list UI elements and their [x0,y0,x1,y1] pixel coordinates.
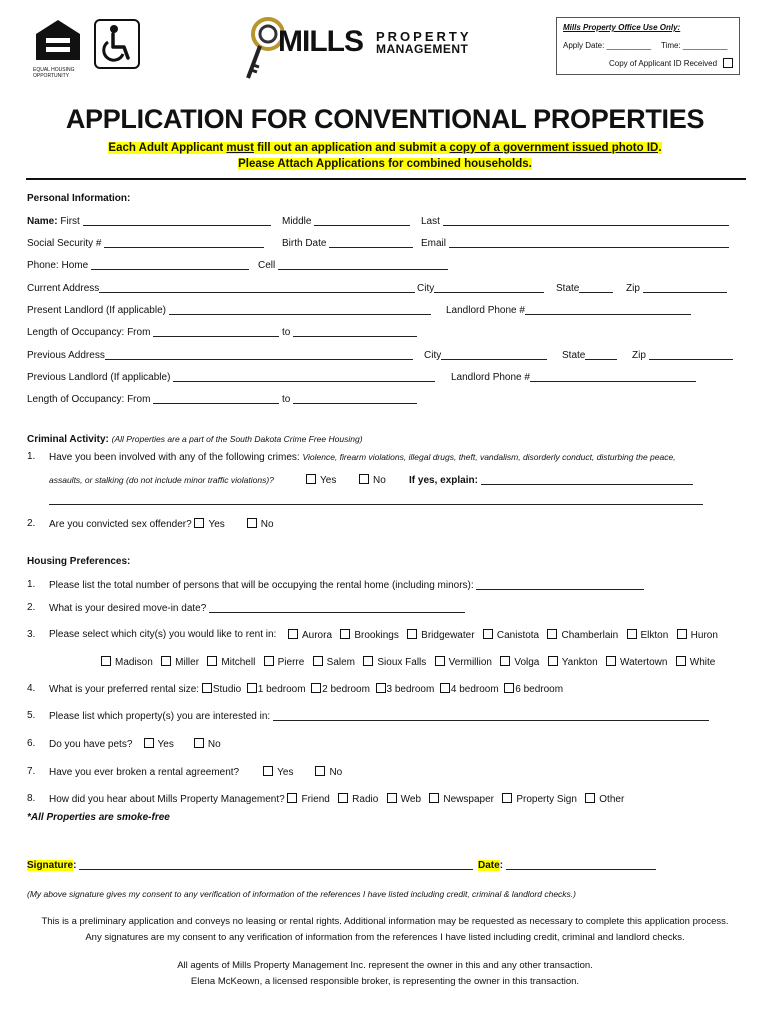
city-checkbox-miller[interactable] [161,656,171,666]
criminal-q2-text: Are you convicted sex offender? [49,519,192,530]
footer-line4: Elena McKeown, a licensed responsible broker, is representing the owner in this transaction. [190,976,580,987]
criminal-heading-note: (All Properties are a part of the South Dakota Crime Free Housing) [111,434,363,444]
city-option-brookings[interactable] [340,630,398,641]
housing-q4-row [49,683,563,696]
present-landlord-phone-row [446,304,691,317]
phone-row [27,259,249,272]
subtitle-part2: fill out an application and submit a [253,142,450,154]
occupancy-to-field-2[interactable] [293,393,417,404]
birth-date-label: Birth Date [282,238,327,249]
logo-brand: MILLS [278,25,363,58]
city-checkbox-vermillion[interactable] [435,656,445,666]
previous-city-row [424,349,547,362]
city-option-watertown[interactable] [606,657,667,668]
housing-q6-text: Do you have pets? [49,739,133,750]
city-label-aurora: Aurora [302,630,333,641]
size-checkbox-6br[interactable] [504,683,514,693]
criminal-q1-text: Have you been involved with any of the following crimes: [49,452,303,463]
city-checkbox-pierre[interactable] [264,656,274,666]
criminal-q1-row [49,451,676,464]
ssn-field[interactable] [104,237,264,248]
subtitle-line2-text: Please Attach Applications for combined households. [238,158,532,170]
email-label: Email [421,238,447,249]
city-option-bridgewater[interactable] [407,630,474,641]
city-option-madison[interactable] [101,657,153,668]
city-checkbox-bridgewater[interactable] [407,629,417,639]
housing-q5-row [49,710,709,723]
criminal-q1-yes-label: Yes [320,475,337,486]
previous-zip-row [632,349,733,362]
housing-q2-row [49,602,465,615]
apply-date-field[interactable]: Apply Date: __________ [563,41,652,50]
current-address-row [27,282,415,295]
subtitle-line2 [0,157,770,172]
city-option-sioux-falls[interactable] [363,657,426,668]
city-option-chamberlain[interactable] [547,630,618,641]
city-option-huron[interactable] [677,630,718,641]
middle-name-field[interactable] [314,215,410,226]
city-option-canistota[interactable] [483,630,539,641]
city-checkbox-white[interactable] [676,656,686,666]
housing-q7-row [49,766,342,779]
city-row-2 [101,656,715,669]
signature-field[interactable] [79,859,473,870]
criminal-q1-yes [306,474,336,487]
criminal-q1-yes-checkbox[interactable] [306,474,316,484]
logo-line1: PROPERTY [376,29,472,44]
signature-consent: (My above signature gives my consent to any verification of information of the references I have listed including credit, criminal & landlord checks.) [27,889,576,899]
city-label-bridgewater: Bridgewater [421,630,475,641]
first-label: First [60,216,80,227]
footer-line2: Any signatures are my consent to any verification of information from the references I have listed including credit, criminal and landlord checks. [85,932,685,943]
copy-id-checkbox[interactable] [723,58,733,68]
city-checkbox-brookings[interactable] [340,629,350,639]
occupancy-from-label-2: Length of Occupancy: From [27,394,151,405]
housing-q8-row [49,793,624,806]
city-checkbox-aurora[interactable] [288,629,298,639]
previous-zip-field[interactable] [649,349,733,360]
occupancy-row-2 [27,393,417,406]
pets-no-checkbox[interactable] [194,738,204,748]
city-label-chamberlain: Chamberlain [561,630,619,641]
criminal-heading: Criminal Activity: [27,434,109,445]
criminal-q2-no-checkbox[interactable] [247,518,257,528]
occupancy-to-label-2: to [281,394,291,405]
ssn-row [27,237,264,250]
city-option-volga[interactable] [500,657,539,668]
current-address-field[interactable] [99,282,415,293]
cell-field[interactable] [278,259,448,270]
city-checkbox-mitchell[interactable] [207,656,217,666]
size-checkbox-2br[interactable] [311,683,321,693]
source-checkbox-other[interactable] [585,793,595,803]
housing-heading: Housing Preferences: [27,556,131,567]
housing-q6-num: 6. [27,738,36,749]
city-option-elkton[interactable] [627,630,669,641]
source-checkbox-radio[interactable] [338,793,348,803]
present-landlord-field[interactable] [169,304,431,315]
occupancy-from-field-2[interactable] [153,393,279,404]
pets-yes-checkbox[interactable] [144,738,154,748]
accessibility-icon [94,19,140,69]
phone-home-label: Phone: Home [27,260,89,271]
occupancy-from-field-1[interactable] [153,326,279,337]
current-zip-field[interactable] [643,282,727,293]
equal-housing-logo [33,18,83,79]
size-checkbox-1br[interactable] [247,683,257,693]
source-label-other: Other [599,794,625,805]
city-checkbox-yankton[interactable] [548,656,558,666]
source-label-friend: Friend [301,794,330,805]
subtitle-copy: copy of a government issued photo ID [449,142,659,154]
current-state-row [556,282,613,295]
personal-heading: Personal Information: [27,193,131,204]
housing-q1-row [49,579,644,592]
present-landlord-label: Present Landlord (If applicable) [27,305,166,316]
city-checkbox-sioux-falls[interactable] [363,656,373,666]
size-label-4br: 4 bedroom [450,684,499,695]
criminal-q1-no [359,474,386,487]
name-row [27,215,271,228]
criminal-q2-yes-label: Yes [208,519,225,530]
current-zip-label: Zip [626,283,640,294]
cell-row [258,259,448,272]
criminal-q1-cont: assaults, or stalking (do not include minor traffic violations)? [49,475,274,485]
time-field[interactable]: Time: __________ [661,41,728,50]
criminal-q2-yes-checkbox[interactable] [194,518,204,528]
city-label-sioux-falls: Sioux Falls [377,657,427,668]
source-checkbox-friend[interactable] [287,793,297,803]
city-label-watertown: Watertown [620,657,668,668]
current-zip-row [626,282,727,295]
previous-landlord-phone-row [451,371,696,384]
housing-q5-num: 5. [27,710,36,721]
city-label-miller: Miller [175,657,200,668]
city-checkbox-watertown[interactable] [606,656,616,666]
date-row: Date: [478,859,656,872]
birth-row [282,237,413,250]
previous-address-field[interactable] [105,349,413,360]
middle-label [282,215,410,228]
criminal-explain-label: If yes, explain: [409,475,478,486]
size-checkbox-4br[interactable] [440,683,450,693]
city-checkbox-elkton[interactable] [627,629,637,639]
present-landlord-phone-label: Landlord Phone # [446,305,525,316]
present-landlord-row [27,304,431,317]
current-city-field[interactable] [434,282,544,293]
housing-q4-text: What is your preferred rental size: [49,684,200,695]
city-label-canistota: Canistota [496,630,540,641]
smoke-free-note: *All Properties are smoke-free [27,812,170,823]
properties-interest-field[interactable] [273,710,709,721]
date-label: Date [478,860,500,871]
occupancy-from-label-1: Length of Occupancy: From [27,327,151,338]
criminal-q1-cont-row [49,474,274,487]
city-label-elkton: Elkton [640,630,669,641]
size-checkbox-studio[interactable] [202,683,212,693]
city-label-yankton: Yankton [561,657,598,668]
city-option-mitchell[interactable] [207,657,255,668]
footer-line1: This is a preliminary application and conveys no leasing or rental rights. Additional information may be requested as necessary to complete this application process. [41,916,729,927]
source-label-property-sign: Property Sign [516,794,577,805]
source-label-radio: Radio [352,794,379,805]
current-city-row [417,282,544,295]
housing-q2-num: 2. [27,602,36,613]
criminal-q1-list: Violence, firearm violations, illegal drugs, theft, vandalism, disorderly conduct, disturbing the peace, [302,452,676,462]
city-checkbox-canistota[interactable] [483,629,493,639]
email-field[interactable] [449,237,729,248]
housing-q3-num: 3. [27,629,36,640]
criminal-q1-num: 1. [27,451,36,462]
housing-q1-text: Please list the total number of persons that will be occupying the rental home (including minors): [49,580,474,591]
last-label [421,215,729,228]
size-label-1br: 1 bedroom [257,684,306,695]
housing-q1-num: 1. [27,579,36,590]
criminal-q2-num: 2. [27,518,36,529]
housing-q3-text: Please select which city(s) you would like to rent in: [49,629,277,640]
middle-text: Middle [282,216,312,227]
city-checkbox-madison[interactable] [101,656,111,666]
previous-address-label: Previous Address [27,350,105,361]
city-checkbox-huron[interactable] [677,629,687,639]
phone-home-field[interactable] [91,259,249,270]
present-landlord-phone-field[interactable] [525,304,691,315]
housing-q8-text: How did you hear about Mills Property Management? [49,794,285,805]
size-checkbox-3br[interactable] [376,683,386,693]
birth-date-field[interactable] [329,237,413,248]
size-label-3br: 3 bedroom [386,684,435,695]
criminal-q1-no-checkbox[interactable] [359,474,369,484]
ssn-label: Social Security # [27,238,102,249]
source-checkbox-property-sign[interactable] [502,793,512,803]
criminal-q1-no-label: No [373,475,386,486]
criminal-q2-no-label: No [260,519,274,530]
housing-q7-num: 7. [27,766,36,777]
previous-address-row [27,349,413,362]
occupancy-to-label-1: to [281,327,291,338]
criminal-explain-field[interactable] [481,474,693,485]
city-option-salem[interactable] [313,657,355,668]
housing-q4-num: 4. [27,683,36,694]
first-name-field[interactable] [83,215,271,226]
housing-q5-text: Please list which property(s) you are interested in: [49,711,271,722]
city-label-pierre: Pierre [277,657,305,668]
office-use-title: Mills Property Office Use Only: [563,23,681,32]
occupants-field[interactable] [476,579,644,590]
city-label-volga: Volga [514,657,540,668]
source-label-newspaper: Newspaper [443,794,494,805]
city-checkbox-salem[interactable] [313,656,323,666]
housing-q7-text: Have you ever broken a rental agreement? [49,767,240,778]
subtitle-must: must [226,142,254,154]
title-rule [26,178,746,180]
broken-lease-yes-label: Yes [277,767,294,778]
signature-row: Signature: [27,859,473,872]
housing-q8-num: 8. [27,793,36,804]
city-label-white: White [689,657,716,668]
housing-q6-row [49,738,221,751]
move-in-date-field[interactable] [209,602,465,613]
size-label-6br: 6 bedroom [515,684,564,695]
pets-no-label: No [207,739,221,750]
city-option-vermillion[interactable] [435,657,492,668]
previous-landlord-phone-field[interactable] [530,371,696,382]
size-label-studio: Studio [212,684,242,695]
copy-id-label: Copy of Applicant ID Received [609,59,718,68]
previous-zip-label: Zip [632,350,646,361]
pets-yes-label: Yes [157,739,174,750]
city-checkbox-volga[interactable] [500,656,510,666]
mills-logo [244,10,484,82]
previous-state-label: State [562,350,586,361]
occupancy-to-field-1[interactable] [293,326,417,337]
city-option-aurora[interactable] [288,630,332,641]
occupancy-row-1 [27,326,417,339]
previous-landlord-row [27,371,435,384]
current-address-label: Current Address [27,283,100,294]
footer-line3: All agents of Mills Property Management Inc. represent the owner in this and any other transaction. [177,960,593,971]
name-label: Name: [27,216,58,227]
size-label-2br: 2 bedroom [322,684,370,695]
source-checkbox-web[interactable] [387,793,397,803]
city-label-brookings: Brookings [354,630,399,641]
fair-housing-text: EQUAL HOUSING OPPORTUNITY [33,67,75,79]
previous-landlord-label: Previous Landlord (If applicable) [27,372,171,383]
signature-date-field[interactable] [506,859,656,870]
previous-city-label: City [424,350,442,361]
city-checkbox-chamberlain[interactable] [547,629,557,639]
previous-state-field[interactable] [585,349,617,360]
current-city-label: City [417,283,435,294]
city-label-salem: Salem [326,657,356,668]
signature-label: Signature [27,860,74,871]
email-row [421,237,729,250]
cell-label: Cell [258,260,276,271]
current-state-label: State [556,283,580,294]
criminal-explain-field-2[interactable] [49,504,703,505]
broken-lease-yes-checkbox[interactable] [263,766,273,776]
criminal-heading-row [27,433,363,446]
source-label-web: Web [400,794,422,805]
city-row-1 [288,629,718,642]
criminal-q2-row [49,518,274,531]
page-title: APPLICATION FOR CONVENTIONAL PROPERTIES [65,104,705,134]
city-option-miller[interactable] [161,657,199,668]
previous-landlord-phone-label: Landlord Phone # [451,372,530,383]
previous-landlord-field[interactable] [173,371,435,382]
current-state-field[interactable] [579,282,613,293]
logo-line2: MANAGEMENT [376,42,469,56]
previous-city-field[interactable] [441,349,547,360]
previous-state-row [562,349,617,362]
subtitle-line1 [0,141,770,156]
broken-lease-no-label: No [329,767,343,778]
subtitle-part3: . [658,142,662,154]
criminal-explain-row [409,474,693,487]
broken-lease-no-checkbox[interactable] [315,766,325,776]
city-option-pierre[interactable] [264,657,305,668]
office-use-box [556,17,740,75]
city-option-white[interactable] [676,657,716,668]
subtitle-part1: Each Adult Applicant [108,142,227,154]
city-label-madison: Madison [115,657,153,668]
last-name-field[interactable] [443,215,729,226]
housing-q2-text: What is your desired move-in date? [49,603,207,614]
last-text: Last [421,216,440,227]
city-label-huron: Huron [690,630,718,641]
city-label-mitchell: Mitchell [221,657,256,668]
city-option-yankton[interactable] [548,657,598,668]
city-label-vermillion: Vermillion [448,657,492,668]
source-checkbox-newspaper[interactable] [429,793,439,803]
